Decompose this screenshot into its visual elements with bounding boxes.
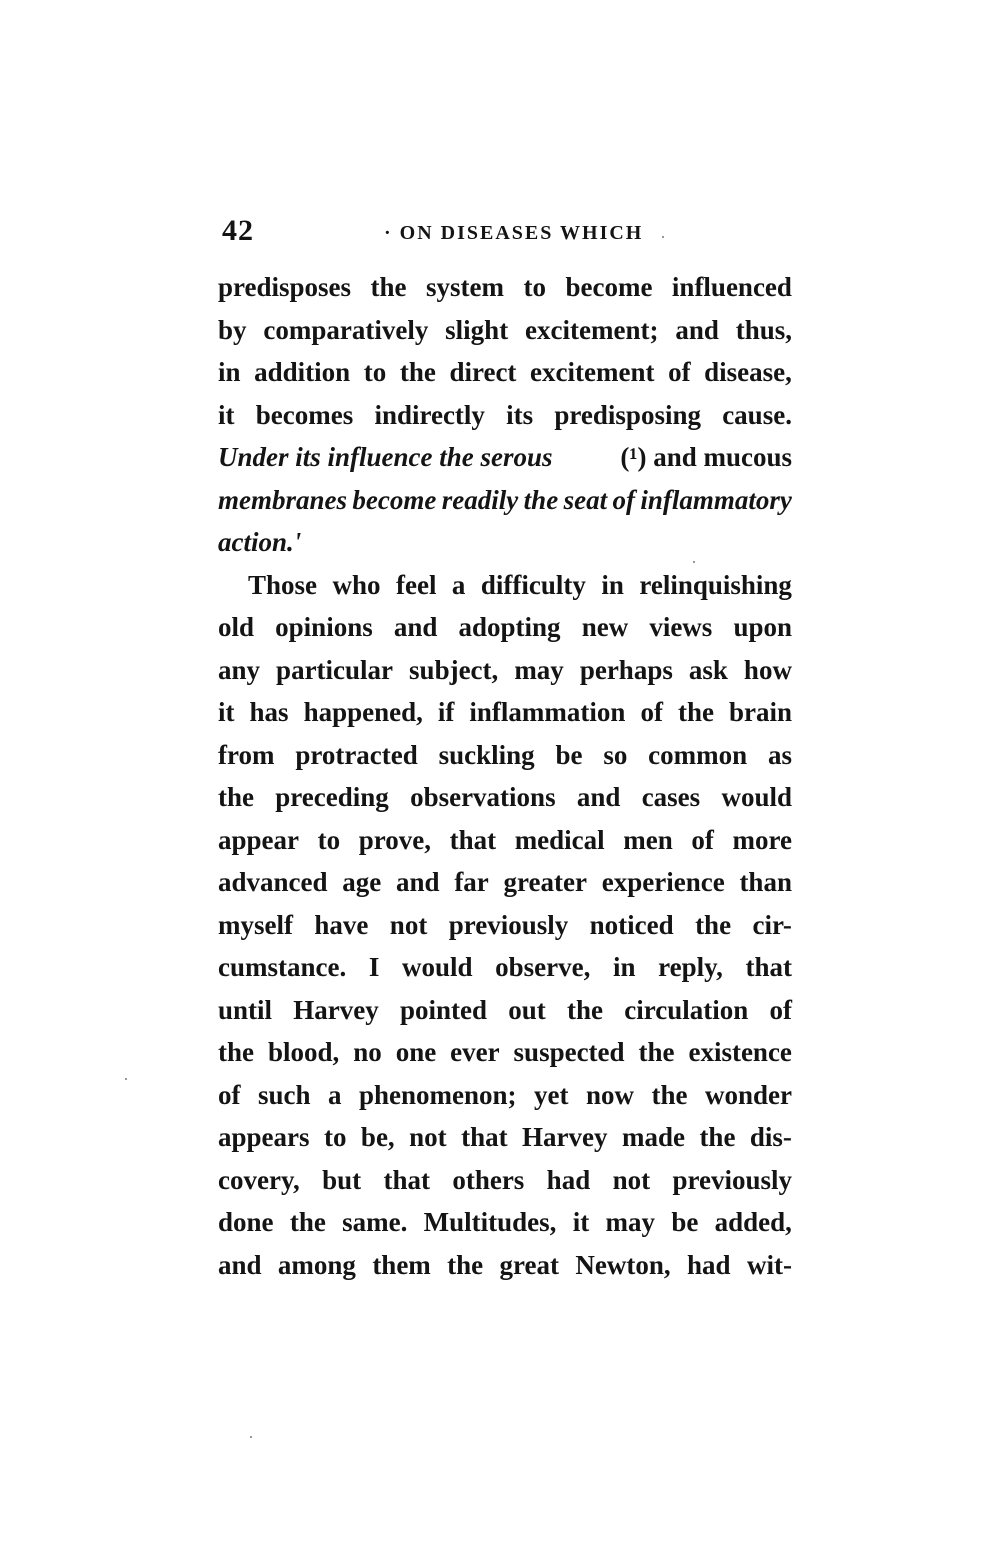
text-word: circulation — [624, 994, 749, 1025]
text-word: the — [651, 1079, 688, 1110]
text-word: and — [393, 612, 438, 642]
text-word: more — [732, 824, 792, 855]
text-word: to — [323, 1122, 347, 1152]
text-word: becomes — [255, 399, 354, 430]
text-word: to — [317, 824, 341, 855]
scan-speck — [125, 1078, 127, 1080]
text-word: the — [638, 1037, 675, 1067]
text-word: to — [523, 272, 546, 302]
text-word: old — [218, 612, 255, 642]
text-word: as — [767, 739, 792, 770]
text-word: the — [567, 994, 603, 1025]
text-word: feel — [395, 569, 437, 600]
scan-speck — [250, 1436, 252, 1438]
text-word: existence — [688, 1037, 792, 1067]
text-word: one — [395, 1037, 437, 1067]
text-word: by — [218, 314, 247, 345]
text-word: (¹) and mucous — [620, 442, 792, 472]
text-word: Those — [248, 569, 318, 600]
text-word: so — [603, 739, 628, 770]
text-word: the — [699, 1122, 736, 1152]
text-word: and — [675, 314, 719, 345]
text-word: wit- — [746, 1249, 792, 1280]
text-word: pointed — [399, 994, 488, 1025]
text-word: appears — [218, 1122, 310, 1152]
text-word: its — [506, 399, 534, 430]
text-word: would — [401, 952, 473, 982]
text-word: myself — [218, 909, 293, 940]
text-word: that — [745, 952, 792, 982]
text-line — [218, 691, 792, 734]
text-word: ever — [450, 1037, 500, 1067]
text-line — [218, 989, 792, 1032]
text-word: from — [218, 739, 275, 770]
text-word: done — [218, 1207, 274, 1237]
text-word: the — [523, 484, 559, 515]
text-word: a — [328, 1079, 342, 1110]
text-word: that — [383, 1164, 430, 1195]
text-word: any — [218, 654, 261, 685]
text-word: men — [623, 824, 673, 855]
text-word: excitement; — [525, 314, 659, 345]
text-word: the — [289, 1207, 326, 1237]
text-word: perhaps — [579, 654, 673, 685]
scan-speck — [662, 236, 664, 238]
text-word: views — [649, 612, 713, 642]
text-word: same. — [342, 1207, 408, 1237]
text-word: in — [601, 569, 624, 600]
text-word: of — [691, 824, 714, 855]
text-word: I — [368, 952, 380, 982]
text-word: previously — [672, 1164, 792, 1195]
text-word: be — [555, 739, 583, 770]
text-word: to — [363, 357, 387, 387]
text-word: predisposing — [554, 399, 701, 430]
text-word: opinions — [275, 612, 373, 642]
text-word: cause. — [722, 399, 792, 430]
text-word: blood, — [267, 1037, 340, 1067]
text-word: how — [743, 654, 792, 685]
text-word: and — [218, 1249, 262, 1280]
text-word: disease, — [704, 357, 792, 387]
text-word: added, — [714, 1207, 792, 1237]
text-word: now — [585, 1079, 634, 1110]
text-word: inflammatory — [640, 484, 792, 515]
text-word: the — [677, 697, 714, 727]
text-word: not — [389, 909, 428, 940]
text-word: Multitudes, — [423, 1207, 557, 1237]
text-line — [218, 776, 792, 819]
page-header — [222, 214, 802, 254]
text-line — [218, 351, 792, 394]
text-word: thus, — [735, 314, 792, 345]
text-word: may — [605, 1207, 656, 1237]
text-word: had — [546, 1164, 591, 1195]
text-line — [218, 1201, 792, 1244]
running-head: · ON DISEASES WHICH — [384, 222, 644, 244]
text-word: suckling — [438, 739, 535, 770]
text-word: far — [454, 867, 489, 897]
text-word: not — [409, 1122, 447, 1152]
text-word: a — [451, 569, 466, 600]
text-word: that — [461, 1122, 508, 1152]
text-word: who — [332, 569, 381, 600]
text-word: the — [218, 1037, 254, 1067]
text-word: the — [399, 357, 436, 387]
text-word: Under its influence the serous — [218, 442, 553, 472]
text-word: it — [218, 697, 235, 727]
text-word: readily — [441, 484, 519, 515]
text-word: medical — [514, 824, 605, 855]
text-word: the — [370, 272, 407, 302]
text-word: noticed — [589, 909, 674, 940]
text-word: observe, — [495, 952, 591, 982]
text-word: new — [581, 612, 629, 642]
text-word: relinquishing — [639, 569, 792, 600]
text-word: if — [437, 697, 455, 727]
text-word: become — [565, 272, 653, 302]
text-word: in — [218, 357, 241, 387]
text-word: protracted — [295, 739, 418, 770]
text-word: direct — [449, 357, 517, 387]
text-word: membranes — [218, 484, 348, 515]
text-word: action.' — [218, 527, 302, 557]
text-word: of — [612, 484, 635, 515]
text-word: but — [322, 1164, 362, 1195]
text-word: observations — [410, 782, 556, 812]
text-word: wonder — [704, 1079, 792, 1110]
text-word: age — [342, 867, 382, 897]
text-word: upon — [733, 612, 792, 642]
text-word: subject, — [409, 654, 499, 685]
text-word: previously — [448, 909, 569, 940]
text-word: yet — [534, 1079, 569, 1110]
text-line — [218, 1244, 792, 1287]
text-word: Harvey — [293, 994, 379, 1025]
text-word: ask — [688, 654, 728, 685]
text-word: cases — [641, 782, 701, 812]
text-word: may — [514, 654, 564, 685]
text-line — [218, 564, 792, 607]
text-word: inflammation — [469, 697, 626, 727]
text-word: prove, — [358, 824, 431, 855]
text-line — [218, 394, 792, 437]
text-word: it — [572, 1207, 590, 1237]
text-word: others — [452, 1164, 525, 1195]
text-word: such — [257, 1079, 311, 1110]
text-line — [218, 266, 792, 309]
text-word: comparatively — [263, 314, 429, 345]
text-word: not — [612, 1164, 651, 1195]
text-line — [218, 521, 792, 564]
text-word: influenced — [671, 272, 792, 302]
text-word: in — [612, 952, 636, 982]
text-word: happened, — [303, 697, 423, 727]
text-word: of — [769, 994, 792, 1025]
text-word: Newton, — [575, 1249, 671, 1280]
text-word: preceding — [275, 782, 389, 812]
text-line — [218, 1159, 792, 1202]
text-line — [218, 861, 792, 904]
text-line — [218, 606, 792, 649]
text-line — [218, 309, 792, 352]
text-word: Harvey — [522, 1122, 608, 1152]
text-word: slight — [445, 314, 509, 345]
text-word: the — [218, 782, 254, 812]
text-word: cir- — [752, 909, 792, 940]
text-line — [218, 819, 792, 862]
text-word: until — [218, 994, 273, 1025]
text-word: indirectly — [374, 399, 485, 430]
text-word: among — [277, 1249, 356, 1280]
text-line — [218, 1031, 792, 1074]
text-word: of — [640, 697, 663, 727]
text-word: experience — [601, 867, 725, 897]
text-word: great — [499, 1249, 560, 1280]
text-word: than — [739, 867, 792, 897]
text-word: and — [396, 867, 440, 897]
text-word: appear — [218, 824, 299, 855]
text-word: seat — [563, 484, 608, 515]
text-word: suspected — [513, 1037, 625, 1067]
text-word: them — [372, 1249, 431, 1280]
text-word: no — [353, 1037, 382, 1067]
text-word: advanced — [218, 867, 328, 897]
text-word: out — [508, 994, 546, 1025]
text-word: become — [352, 484, 437, 515]
text-line — [218, 649, 792, 692]
text-word: covery, — [218, 1164, 300, 1195]
text-word: addition — [254, 357, 351, 387]
text-word: and — [576, 782, 621, 812]
text-word: it — [218, 399, 235, 430]
text-word: reply, — [658, 952, 723, 982]
text-word: of — [218, 1079, 241, 1110]
text-word: brain — [728, 697, 792, 727]
body-text — [218, 266, 792, 1286]
text-word: predisposes — [218, 272, 352, 302]
text-word: common — [648, 739, 748, 770]
text-line — [218, 479, 792, 522]
text-word: greater — [503, 867, 587, 897]
text-word: be — [671, 1207, 699, 1237]
text-line — [218, 734, 792, 777]
text-line — [218, 1116, 792, 1159]
text-word: have — [314, 909, 369, 940]
text-word: be, — [360, 1122, 395, 1152]
scan-speck — [693, 561, 695, 563]
text-word: had — [687, 1249, 731, 1280]
text-word: would — [721, 782, 792, 812]
text-word: the — [695, 909, 732, 940]
text-line — [218, 946, 792, 989]
text-word: adopting — [458, 612, 561, 642]
text-word: cumstance. — [218, 952, 347, 982]
text-word: the — [447, 1249, 484, 1280]
text-line — [218, 436, 792, 479]
text-word: made — [621, 1122, 685, 1152]
text-line — [218, 904, 792, 947]
text-word: dis- — [749, 1122, 792, 1152]
text-word: system — [426, 272, 504, 302]
page-number: 42 — [222, 214, 254, 247]
text-word: that — [449, 824, 497, 855]
text-word: particular — [276, 654, 394, 685]
text-line — [218, 1074, 792, 1117]
text-word: has — [249, 697, 289, 727]
text-word: excitement — [530, 357, 655, 387]
text-word: of — [668, 357, 691, 387]
text-word: phenomenon; — [358, 1079, 517, 1110]
text-word: difficulty — [480, 569, 586, 600]
